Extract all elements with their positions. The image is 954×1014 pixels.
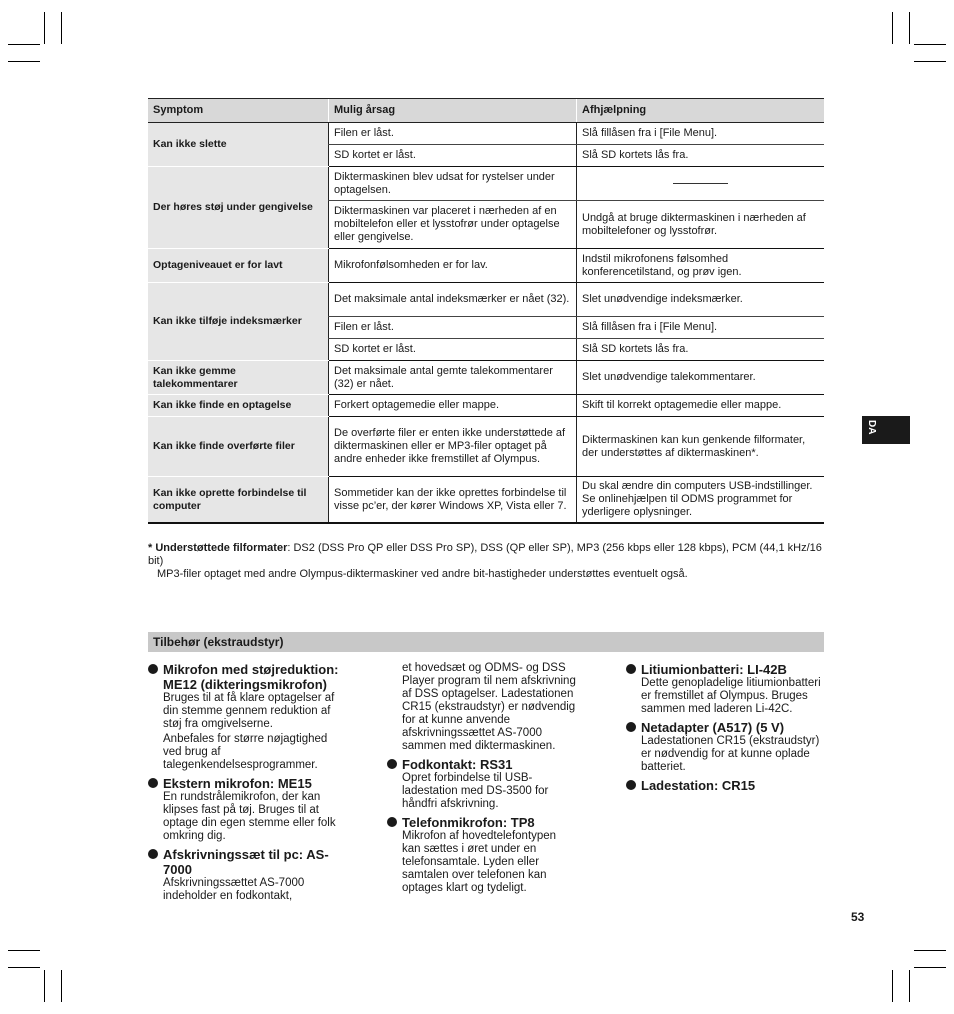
item-body — [163, 692, 348, 772]
crop-mark — [909, 12, 910, 44]
item-text: Bruges til at få klare optagelser af din stemme gennem reduktion af støj fra omgivelserne. — [163, 692, 335, 730]
bullet-icon — [626, 780, 636, 790]
item-title: Litiumionbatteri: LI-42B — [641, 662, 787, 677]
fix-cell: Indstil mikrofonens følsomhed konferencetilstand, og prøv igen. — [577, 249, 825, 283]
footnote-marker: * — [148, 542, 153, 554]
list-item — [387, 815, 577, 895]
crop-mark — [914, 61, 946, 62]
item-body — [641, 677, 826, 716]
crop-mark — [914, 967, 946, 968]
bullet-icon — [148, 778, 158, 788]
cause-cell: Filen er låst. — [329, 123, 577, 145]
crop-mark — [909, 970, 910, 1002]
fix-cell: Slet unødvendige indeksmærker. — [577, 283, 825, 317]
fix-cell: Diktermaskinen kan kun genkende filformater, der understøttes af diktermaskinen*. — [577, 417, 825, 477]
bullet-icon — [626, 664, 636, 674]
cause-cell: SD kortet er låst. — [329, 339, 577, 361]
fix-cell: Undgå at bruge diktermaskinen i nærheden af mobiltelefoner og lysstofrør. — [577, 201, 825, 249]
table-row — [148, 123, 824, 145]
symptom-cell: Optageniveauet er for lavt — [148, 249, 329, 283]
list-item — [148, 662, 348, 772]
troubleshooting-table — [148, 98, 824, 524]
table-row — [148, 361, 824, 395]
list-item — [148, 776, 348, 843]
fix-cell: Slet unødvendige talekommentarer. — [577, 361, 825, 395]
bullet-icon — [387, 817, 397, 827]
header-cause: Mulig årsag — [329, 99, 577, 123]
accessories-heading: Tilbehør (ekstraudstyr) — [148, 632, 824, 652]
symptom-cell: Kan ikke finde en optagelse — [148, 395, 329, 417]
item-title: Mikrofon med støjreduktion: ME12 (dikteringsmikrofon) — [163, 662, 339, 692]
footnote-line-1 — [148, 542, 828, 568]
fix-cell: Slå SD kortets lås fra. — [577, 339, 825, 361]
symptom-cell: Kan ikke gemme talekommentarer — [148, 361, 329, 395]
fix-cell: Du skal ændre din computers USB-indstillinger. Se onlinehjælpen til ODMS programmet for yderligere oplysninger. — [577, 477, 825, 524]
crop-mark — [914, 44, 946, 45]
item-title: Netadapter (A517) (5 V) — [641, 720, 785, 735]
footnote-line-2: MP3-filer optaget med andre Olympus-diktermaskiner ved andre bit-hastigheder understøttes eventuelt også. — [157, 568, 688, 580]
fix-cell: Slå fillåsen fra i [File Menu]. — [577, 317, 825, 339]
crop-mark — [8, 61, 40, 62]
footnote — [148, 542, 828, 581]
item-body — [641, 735, 826, 774]
symptom-cell: Kan ikke tilføje indeksmærker — [148, 283, 329, 361]
item-body — [402, 772, 577, 811]
fix-cell: Skift til korrekt optagemedie eller mappe. — [577, 395, 825, 417]
crop-mark — [8, 967, 40, 968]
table-row — [148, 283, 824, 317]
item-text: En rundstrålemikrofon, der kan klipses fast på tøj. Bruges til at optage din egen stemme eller folk omkring dig. — [163, 791, 336, 842]
footnote-label: Understøttede filformater — [155, 542, 288, 554]
bullet-icon — [148, 849, 158, 859]
item-body — [402, 830, 577, 895]
language-tab — [862, 416, 910, 444]
fix-cell: Slå SD kortets lås fra. — [577, 145, 825, 167]
cause-cell: SD kortet er låst. — [329, 145, 577, 167]
item-text: Afskrivningssættet AS-7000 indeholder en fodkontakt, — [163, 877, 305, 902]
crop-mark — [8, 950, 40, 951]
list-item — [387, 757, 577, 811]
cause-cell: De overførte filer er enten ikke understøttede af diktermaskinen eller er MP3-filer optaget på andre enheder ikke fremstillet af Olympus. — [329, 417, 577, 477]
cause-cell: Det maksimale antal indeksmærker er nået (32). — [329, 283, 577, 317]
list-item — [148, 847, 348, 903]
cause-cell: Diktermaskinen var placeret i nærheden af en mobiltelefon eller et lysstofrør under optagelse eller gengivelse. — [329, 201, 577, 249]
symptom-cell: Kan ikke slette — [148, 123, 329, 167]
bullet-icon — [626, 722, 636, 732]
cause-cell: Det maksimale antal gemte talekommentarer (32) er nået. — [329, 361, 577, 395]
symptom-cell: Kan ikke oprette forbindelse til computer — [148, 477, 329, 524]
item-text: Opret forbindelse til USB-ladestation med DS-3500 for håndfri afskrivning. — [402, 772, 549, 810]
table-row — [148, 395, 824, 417]
table-row — [148, 417, 824, 477]
list-item-continuation — [387, 662, 577, 753]
item-title: Telefonmikrofon: TP8 — [402, 815, 535, 830]
crop-mark — [44, 12, 45, 44]
crop-mark — [914, 950, 946, 951]
bullet-icon — [387, 759, 397, 769]
crop-mark — [61, 12, 62, 44]
cause-cell: Filen er låst. — [329, 317, 577, 339]
table-row — [148, 167, 824, 201]
item-body — [163, 877, 348, 903]
cause-cell: Mikrofonfølsomheden er for lav. — [329, 249, 577, 283]
list-item — [626, 778, 826, 793]
crop-mark — [892, 970, 893, 1002]
header-symptom: Symptom — [148, 99, 329, 123]
page-number: 53 — [851, 910, 865, 924]
cause-cell: Forkert optagemedie eller mappe. — [329, 395, 577, 417]
item-text: Ladestationen CR15 (ekstraudstyr) er nødvendig for at kunne oplade batteriet. — [641, 735, 820, 773]
cause-cell: Sommetider kan der ikke oprettes forbindelse til visse pc’er, der kører Windows XP, Vista eller 7. — [329, 477, 577, 524]
accessories-column-1 — [148, 662, 348, 907]
table-row — [148, 477, 824, 524]
accessories-column-2 — [387, 662, 577, 899]
item-body — [163, 791, 348, 843]
dash-line — [673, 183, 728, 184]
language-tab-label: DA — [866, 420, 877, 435]
crop-mark — [8, 44, 40, 45]
bullet-icon — [148, 664, 158, 674]
crop-mark — [892, 12, 893, 44]
table-row — [148, 249, 824, 283]
accessories-column-3 — [626, 662, 826, 797]
item-text: Dette genopladelige litiumionbatteri er fremstillet af Olympus. Bruges sammen med laderen Li-42C. — [641, 677, 821, 715]
item-title: Ladestation: CR15 — [641, 778, 756, 793]
crop-mark — [61, 970, 62, 1002]
symptom-cell: Kan ikke finde overførte filer — [148, 417, 329, 477]
symptom-cell: Der høres støj under gengivelse — [148, 167, 329, 249]
item-title: Fodkontakt: RS31 — [402, 757, 513, 772]
fix-cell: Slå fillåsen fra i [File Menu]. — [577, 123, 825, 145]
list-item — [626, 720, 826, 774]
footnote-text: : DS2 (DSS Pro QP eller DSS Pro SP), DSS (QP eller SP), MP3 (256 kbps eller 128 kbps), PCM (44,1 kHz/16 bit) — [148, 542, 822, 567]
item-text: Mikrofon af hovedtelefontypen kan sættes i øret under en telefonsamtale. Lyden eller samtalen over telefonen kan optages klart og tydeligt. — [402, 830, 557, 894]
table-header-row — [148, 99, 824, 123]
crop-mark — [44, 970, 45, 1002]
item-title: Ekstern mikrofon: ME15 — [163, 776, 312, 791]
item-text: Anbefales for større nøjagtighed ved brug af talegenkendelsesprogrammer. — [163, 733, 328, 771]
item-title: Afskrivningssæt til pc: AS-7000 — [163, 847, 329, 877]
item-body: et hovedsæt og ODMS- og DSS Player program til nem afskrivning af DSS optagelser. Ladestationen CR15 (ekstraudstyr) er nødvendig for at kunne anvende afskrivningssættet AS-7000 sammen med diktermaskinen. — [402, 662, 576, 752]
cause-cell: Diktermaskinen blev udsat for rystelser under optagelsen. — [329, 167, 577, 201]
header-fix: Afhjælpning — [577, 99, 825, 123]
list-item — [626, 662, 826, 716]
fix-cell — [577, 167, 825, 201]
